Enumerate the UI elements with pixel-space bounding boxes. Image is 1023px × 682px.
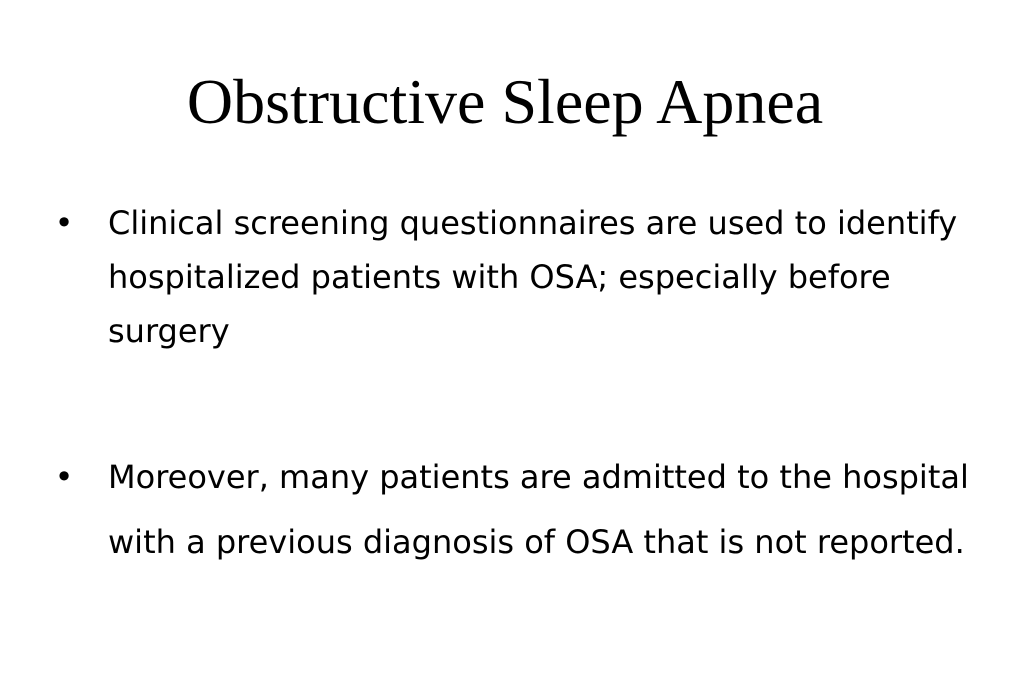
bullet-icon: • <box>54 458 74 496</box>
bullet-text: Moreover, many patients are admitted to the hospital with a previous diagnosis of OSA that is not reported. <box>108 458 969 561</box>
slide-title: Obstructive Sleep Apnea <box>186 66 824 137</box>
bullet-text: Clinical screening questionnaires are used to identify hospitalized patients with OSA; especially before surgery <box>108 204 958 350</box>
bullet-icon: • <box>54 204 74 242</box>
